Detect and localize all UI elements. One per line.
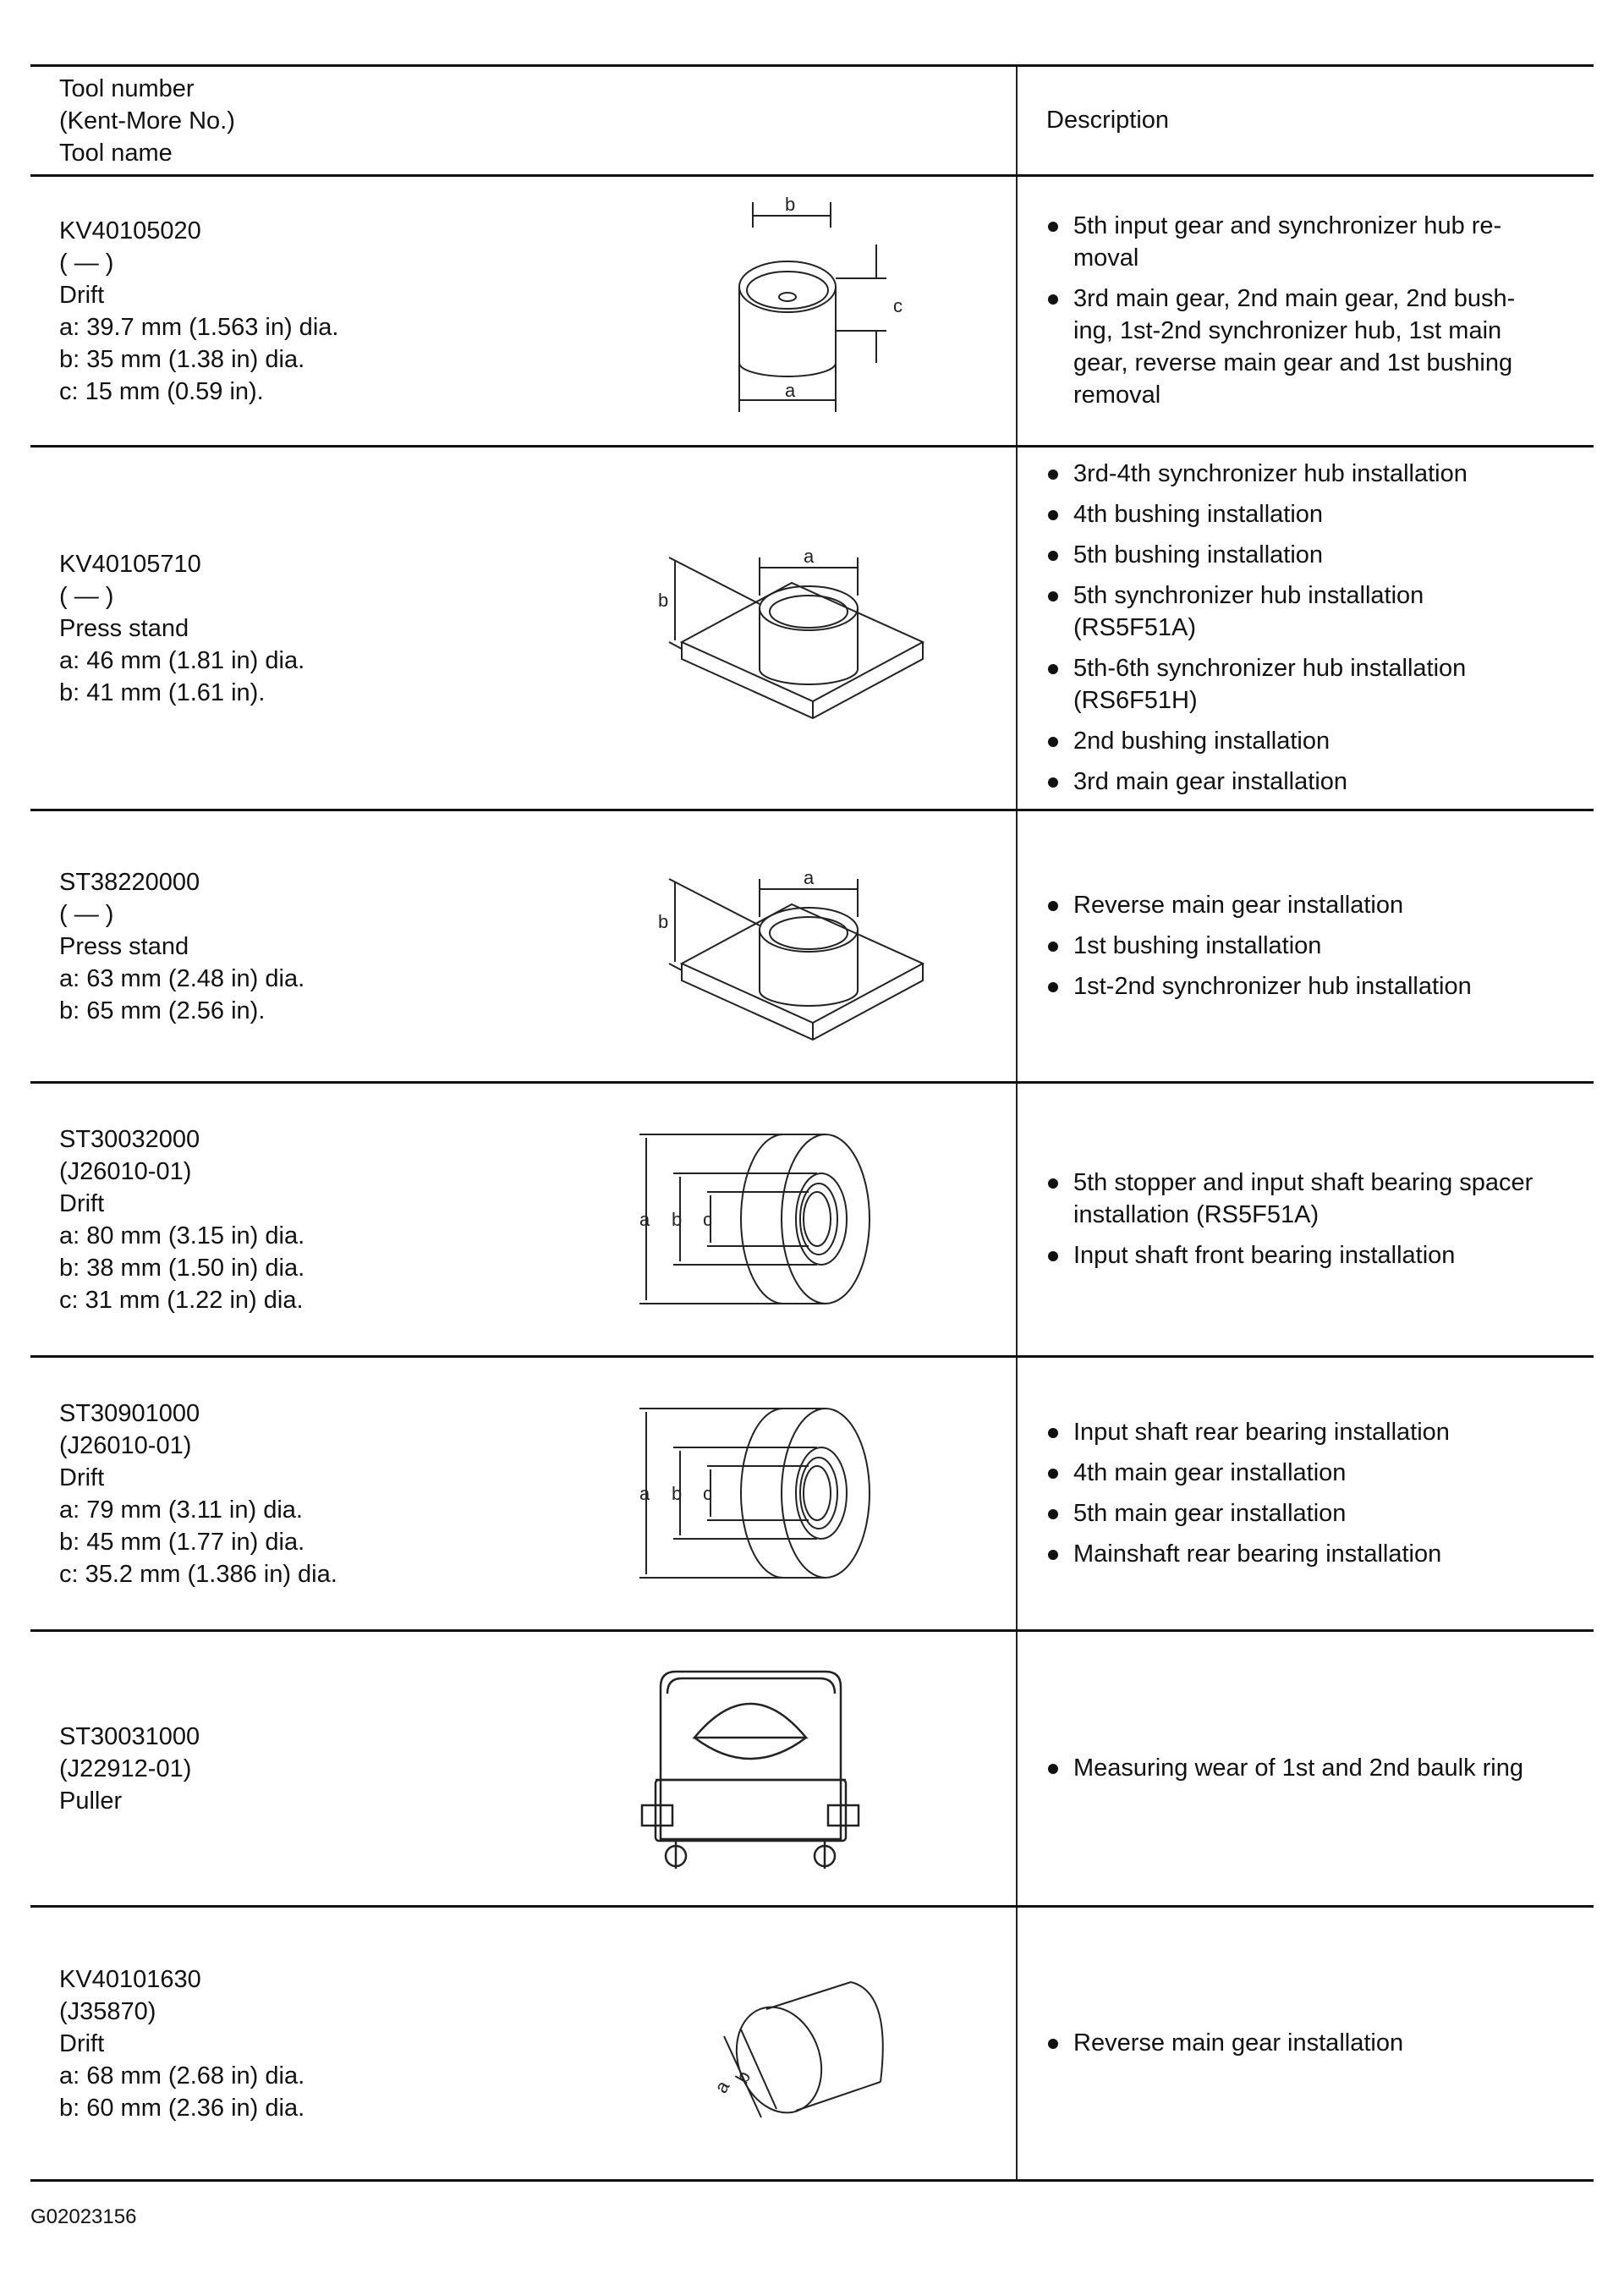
drift-tube-icon [699,1958,910,2128]
figure-code: G02023156 [30,2205,137,2228]
dimension-b: b: 60 mm (2.36 in) dia. [59,2094,305,2122]
list-item: 1st bushing installation [1046,930,1577,962]
tool-cell [30,447,1017,810]
description-list [1046,210,1577,411]
list-item: 3rd main gear, 2nd main gear, 2nd bush- ing, 1st-2nd synchronizer hub, 1st main gear, reverse main gear and 1st bushing removal [1046,283,1577,411]
table-header-row [30,66,1594,176]
list-item: Reverse main gear installation [1046,889,1577,921]
kent-more-number: (J35870) [59,1997,156,2025]
description-list [1046,1416,1577,1570]
list-item: 1st-2nd synchronizer hub installation [1046,970,1577,1002]
tool-cell [30,1631,1017,1907]
figure-label-b: b [672,1483,683,1504]
dimension-b: b: 38 mm (1.50 in) dia. [59,1254,305,1282]
list-item: 5th input gear and synchronizer hub re- moval [1046,210,1577,274]
description-list [1046,1167,1577,1271]
list-item: 5th-6th synchronizer hub installation (RS6F51H) [1046,652,1577,717]
tool-info [59,1123,304,1316]
description-list [1046,889,1577,1002]
figure-label-a: a [639,1483,650,1504]
tool-cell [30,1357,1017,1631]
dimension-b: b: 35 mm (1.38 in) dia. [59,345,305,373]
dimension-b: b: 41 mm (1.61 in). [59,678,266,706]
drift-disc-icon [606,1118,910,1321]
figure-label-a: a [710,2077,734,2097]
figure-label-b: b [658,911,669,932]
tool-header-line: Tool name [59,139,173,167]
tool-name: Drift [59,281,105,309]
dimension-a: a: 63 mm (2.48 in) dia. [59,964,305,992]
drift-cup-icon [707,194,927,431]
list-item: 2nd bushing installation [1046,725,1577,757]
tool-cell [30,176,1017,447]
list-item: 5th bushing installation [1046,539,1577,571]
tool-number: ST38220000 [59,868,200,896]
description-cell [1017,810,1594,1083]
tool-cell [30,1083,1017,1357]
figure-label-c: c [703,1483,712,1504]
tool-cell [30,1907,1017,2181]
tool-name: Press stand [59,614,189,642]
tool-number: KV40105020 [59,217,201,244]
table-row [30,1631,1594,1907]
description-list [1046,1752,1577,1784]
description-cell [1017,1357,1594,1631]
list-item: 3rd main gear installation [1046,766,1577,798]
tool-number: KV40101630 [59,1965,201,1993]
dimension-c: c: 15 mm (0.59 in). [59,377,264,405]
table-row [30,1083,1594,1357]
tool-name: Drift [59,1189,105,1217]
kent-more-number: ( — ) [59,249,114,277]
dimension-b: b: 65 mm (2.56 in). [59,997,266,1024]
tool-info [59,1963,304,2124]
table-row [30,810,1594,1083]
description-column-header: Description [1017,66,1594,176]
tool-info [59,1721,200,1817]
description-cell [1017,1631,1594,1907]
tool-number: ST30901000 [59,1399,200,1427]
tool-header-line: (Kent-More No.) [59,107,235,135]
tool-name: Drift [59,1464,105,1491]
table-row [30,447,1594,810]
press-stand-icon [648,837,935,1057]
puller-icon [635,1653,881,1881]
kent-more-number: (J22912-01) [59,1755,192,1782]
table-row [30,176,1594,447]
list-item: 5th stopper and input shaft bearing spacer installation (RS5F51A) [1046,1167,1577,1231]
tool-cell [30,810,1017,1083]
kent-more-number: ( — ) [59,900,114,928]
figure-label-a: a [639,1209,650,1230]
figure-label-a: a [804,546,815,567]
dimension-c: c: 31 mm (1.22 in) dia. [59,1286,304,1314]
table-row [30,1907,1594,2181]
list-item: 5th synchronizer hub installation (RS5F51A) [1046,579,1577,644]
tool-number: ST30032000 [59,1125,200,1153]
description-cell [1017,1083,1594,1357]
tool-name: Press stand [59,932,189,960]
list-item: Measuring wear of 1st and 2nd baulk ring [1046,1752,1577,1784]
figure-label-a: a [785,380,796,401]
figure-label-b: b [785,194,796,215]
tool-number: ST30031000 [59,1722,200,1750]
description-list [1046,2027,1577,2059]
tool-name: Puller [59,1787,123,1815]
kent-more-number: ( — ) [59,582,114,610]
description-list [1046,458,1577,798]
dimension-b: b: 45 mm (1.77 in) dia. [59,1528,305,1556]
figure-label-b: b [731,2067,755,2087]
kent-more-number: (J26010-01) [59,1431,192,1459]
list-item: Mainshaft rear bearing installation [1046,1538,1577,1570]
press-stand-icon [648,515,935,735]
figure-label-a: a [804,867,815,888]
list-item: 3rd-4th synchronizer hub installation [1046,458,1577,490]
tool-info [59,548,304,709]
tool-header-line: Tool number [59,74,195,102]
figure-label-b: b [658,590,669,611]
tool-name: Drift [59,2029,105,2057]
list-item: Input shaft rear bearing installation [1046,1416,1577,1448]
figure-label-c: c [893,295,903,316]
dimension-a: a: 39.7 mm (1.563 in) dia. [59,313,339,341]
list-item: 4th main gear installation [1046,1457,1577,1489]
tool-info [59,866,304,1027]
tool-info [59,215,338,408]
description-cell [1017,447,1594,810]
tool-info [59,1398,337,1590]
description-cell [1017,176,1594,447]
dimension-a: a: 79 mm (3.11 in) dia. [59,1496,303,1524]
dimension-c: c: 35.2 mm (1.386 in) dia. [59,1560,337,1588]
drift-disc-icon [606,1392,910,1595]
table-row [30,1357,1594,1631]
dimension-a: a: 68 mm (2.68 in) dia. [59,2062,305,2090]
list-item: 4th bushing installation [1046,498,1577,530]
kent-more-number: (J26010-01) [59,1157,192,1185]
special-tools-table [30,64,1594,2182]
dimension-a: a: 80 mm (3.15 in) dia. [59,1222,305,1249]
tool-number: KV40105710 [59,550,201,578]
tool-column-header [30,66,1017,176]
special-tools-table-page [30,64,1594,2182]
list-item: 5th main gear installation [1046,1497,1577,1529]
dimension-a: a: 46 mm (1.81 in) dia. [59,646,305,674]
description-cell [1017,1907,1594,2181]
list-item: Input shaft front bearing installation [1046,1239,1577,1271]
list-item: Reverse main gear installation [1046,2027,1577,2059]
figure-label-c: c [703,1209,712,1230]
figure-label-b: b [672,1209,683,1230]
